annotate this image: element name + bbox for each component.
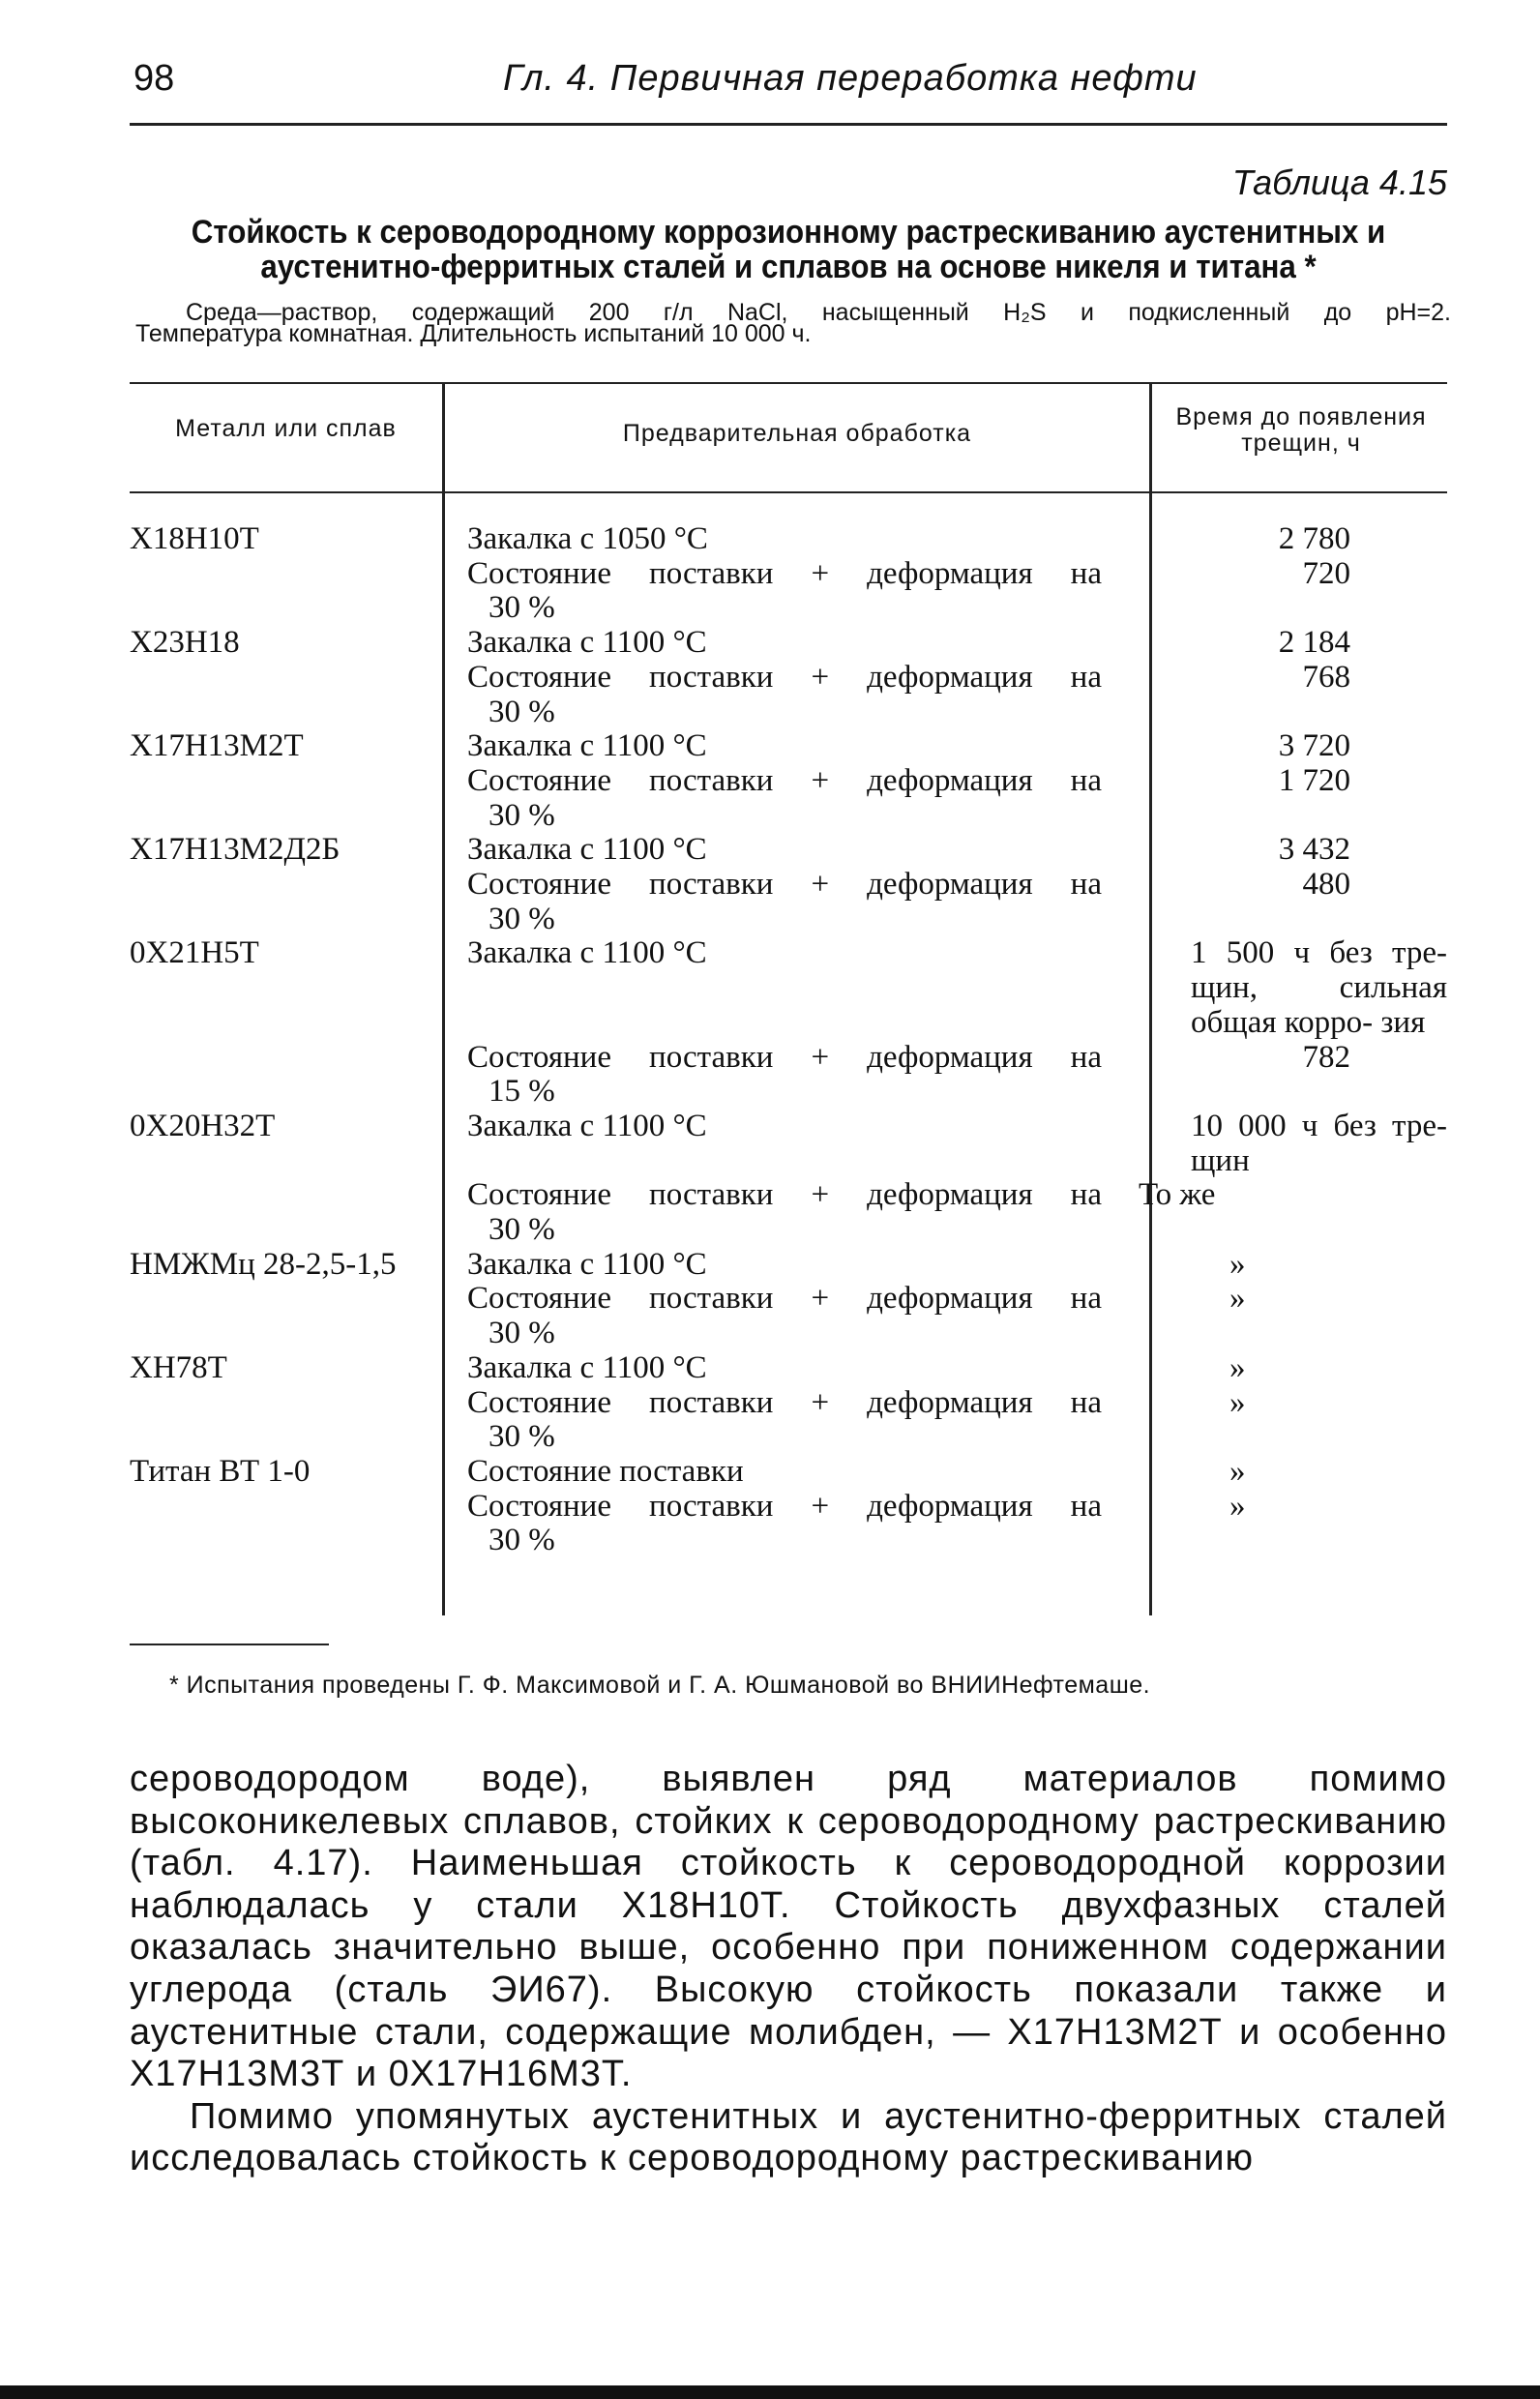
- treatment-text: Состояние поставки + деформация на: [467, 1384, 1102, 1420]
- table-row: [130, 1455, 1447, 1490]
- subtitle-line-1: Среда—раствор, содержащий 200 г/л NaCl, насыщенный H₂S и подкисленный до pH=2.: [186, 299, 1451, 326]
- paragraph: сероводородом воде), выявлен ряд материалов помимо высоконикелевых сплавов, стойких к сероводородному растрескиванию (табл. 4.17). Наименьшая стойкость к сероводородной коррозии наблюдалась у стали Х18Н10Т. Стойкость двухфазных сталей оказалась значительно выше, особенно при пониженном содержании углерода (сталь ЭИ67). Высокую стойкость показали также и аустенитные стали, содержащие молибден, — Х17Н13М2Т и особенно Х17Н13М3Т и 0Х17Н16М3Т.: [130, 1759, 1447, 2095]
- metal-cell: [130, 868, 444, 936]
- treatment-cell: [444, 661, 1121, 729]
- metal-cell: [130, 661, 444, 729]
- treatment-text: Закалка с 1100 °С: [467, 728, 707, 764]
- table-row: [130, 1282, 1447, 1350]
- time-cell: 1 500 ч без тре- щин, сильная общая корро- зия: [1191, 935, 1447, 1040]
- treatment-cell: [444, 1386, 1121, 1455]
- subtitle-line-2: Температура комнатная. Длительность испытаний 10 000 ч.: [135, 320, 812, 347]
- time-cell: 480: [1302, 867, 1350, 903]
- time-cell: 782: [1302, 1039, 1350, 1075]
- running-title: Гл. 4. Первичная переработка нефти: [503, 58, 1198, 99]
- footnote-rule: [130, 1644, 329, 1645]
- treatment-cell: [444, 626, 1121, 661]
- metal-cell: [130, 764, 444, 833]
- table-row: [130, 522, 1447, 557]
- column-header-time: Время до появления трещин, ч: [1175, 403, 1427, 457]
- treatment-text: Состояние поставки: [467, 1453, 744, 1489]
- treatment-continuation: 30 %: [489, 1419, 555, 1455]
- table-title: Стойкость к сероводородному коррозионному растрескиванию аустенитных и аустенитно-ферритных сталей и сплавов на основе никеля и титана *: [191, 214, 1386, 285]
- treatment-cell: [444, 1178, 1121, 1247]
- treatment-continuation: 30 %: [489, 694, 555, 729]
- treatment-text: Закалка с 1100 °С: [467, 1246, 707, 1282]
- time-cell: »: [1229, 1488, 1246, 1524]
- time-cell: 1 720: [1278, 762, 1350, 798]
- table-row: [130, 626, 1447, 661]
- treatment-cell: [444, 1248, 1121, 1283]
- time-cell: 768: [1302, 659, 1350, 695]
- time-cell: 3 720: [1278, 728, 1350, 764]
- metal-cell: [130, 1041, 444, 1110]
- table-label: Таблица 4.15: [1231, 163, 1447, 202]
- treatment-text: Закалка с 1100 °С: [467, 625, 707, 661]
- metal-cell: [130, 1386, 444, 1455]
- treatment-cell: [444, 557, 1121, 626]
- table-row: [130, 764, 1447, 833]
- treatment-text: Закалка с 1100 °С: [467, 832, 707, 868]
- treatment-continuation: 30 %: [489, 1212, 555, 1248]
- treatment-cell: [444, 1455, 1121, 1490]
- treatment-text: Закалка с 1050 °С: [467, 521, 708, 556]
- treatment-continuation: 15 %: [489, 1074, 555, 1110]
- table-row: [130, 1351, 1447, 1386]
- metal-cell: [130, 1490, 444, 1558]
- metal-cell: Х23Н18: [130, 625, 240, 661]
- treatment-text: Состояние поставки + деформация на: [467, 1488, 1102, 1524]
- treatment-text: Состояние поставки + деформация на: [467, 1039, 1102, 1075]
- treatment-cell: [444, 764, 1121, 833]
- time-cell: 3 432: [1278, 832, 1350, 868]
- paragraph: Помимо упомянутых аустенитных и аустенитно-ферритных сталей исследовалась стойкость к сероводородному растрескиванию: [130, 2095, 1447, 2179]
- header-rule: [130, 123, 1447, 126]
- metal-cell: Х18Н10Т: [130, 521, 259, 556]
- time-cell: То же: [1139, 1177, 1216, 1213]
- table-row: [130, 1248, 1447, 1283]
- time-cell: 10 000 ч без тре- щин: [1191, 1108, 1447, 1178]
- table-row: [130, 557, 1447, 626]
- page-number: 98: [133, 58, 175, 99]
- treatment-cell: [444, 1490, 1121, 1558]
- treatment-cell: [444, 1282, 1121, 1350]
- time-cell: 720: [1302, 555, 1350, 591]
- time-cell: 2 184: [1278, 625, 1350, 661]
- metal-cell: НМЖМц 28-2,5-1,5: [130, 1246, 397, 1282]
- table-top-rule: [130, 382, 1447, 384]
- column-header-treatment: Предварительная обработка: [622, 420, 972, 447]
- body-text: [130, 1759, 1447, 2180]
- table-header-rule: [130, 491, 1447, 493]
- treatment-continuation: 30 %: [489, 797, 555, 833]
- metal-cell: ХН78Т: [130, 1349, 227, 1385]
- metal-cell: Титан ВТ 1-0: [130, 1453, 311, 1489]
- time-cell: »: [1229, 1281, 1246, 1317]
- treatment-text: Закалка с 1100 °С: [467, 1108, 707, 1143]
- metal-cell: Х17Н13М2Д2Б: [130, 832, 341, 868]
- table-body: [130, 522, 1447, 1558]
- time-cell: »: [1229, 1246, 1246, 1282]
- treatment-text: Состояние поставки + деформация на: [467, 659, 1102, 695]
- treatment-continuation: 30 %: [489, 1316, 555, 1351]
- table-row: [130, 1041, 1447, 1110]
- treatment-text: Закалка с 1100 °С: [467, 1349, 707, 1385]
- treatment-text: Состояние поставки + деформация на: [467, 1177, 1102, 1213]
- metal-cell: 0Х21Н5Т: [130, 935, 259, 971]
- time-cell: »: [1229, 1453, 1246, 1489]
- table-row: [130, 1386, 1447, 1455]
- metal-cell: [130, 1178, 444, 1247]
- treatment-cell: [444, 833, 1121, 868]
- treatment-text: Закалка с 1100 °С: [467, 935, 707, 971]
- metal-cell: [130, 557, 444, 626]
- table-subtitle: [135, 299, 1451, 347]
- table-row: [130, 936, 1447, 1040]
- table-row: [130, 729, 1447, 764]
- table-row: [130, 868, 1447, 936]
- column-header-metal: Металл или сплав: [175, 415, 397, 442]
- treatment-cell: [444, 1110, 1121, 1178]
- treatment-text: Состояние поставки + деформация на: [467, 1281, 1102, 1317]
- treatment-cell: [444, 1041, 1121, 1110]
- treatment-cell: [444, 729, 1121, 764]
- footnote: * Испытания проведены Г. Ф. Максимовой и Г. А. Юшмановой во ВНИИНефтемаше.: [169, 1672, 1151, 1699]
- treatment-text: Состояние поставки + деформация на: [467, 867, 1102, 903]
- treatment-text: Состояние поставки + деформация на: [467, 762, 1102, 798]
- table-row: [130, 1110, 1447, 1178]
- metal-cell: 0Х20Н32Т: [130, 1108, 276, 1143]
- treatment-text: Состояние поставки + деформация на: [467, 555, 1102, 591]
- time-cell: »: [1229, 1384, 1246, 1420]
- scan-border: [0, 2385, 1540, 2399]
- metal-cell: Х17Н13М2Т: [130, 728, 304, 764]
- treatment-continuation: 30 %: [489, 1523, 555, 1558]
- table-row: [130, 661, 1447, 729]
- table-row: [130, 1490, 1447, 1558]
- table-row: [130, 833, 1447, 868]
- time-cell: 2 780: [1278, 521, 1350, 556]
- treatment-cell: [444, 868, 1121, 936]
- metal-cell: [130, 1282, 444, 1350]
- time-cell: »: [1229, 1349, 1246, 1385]
- treatment-continuation: 30 %: [489, 590, 555, 626]
- table-row: [130, 1178, 1447, 1247]
- treatment-continuation: 30 %: [489, 901, 555, 936]
- treatment-cell: [444, 1351, 1121, 1386]
- treatment-cell: [444, 936, 1121, 1040]
- treatment-cell: [444, 522, 1121, 557]
